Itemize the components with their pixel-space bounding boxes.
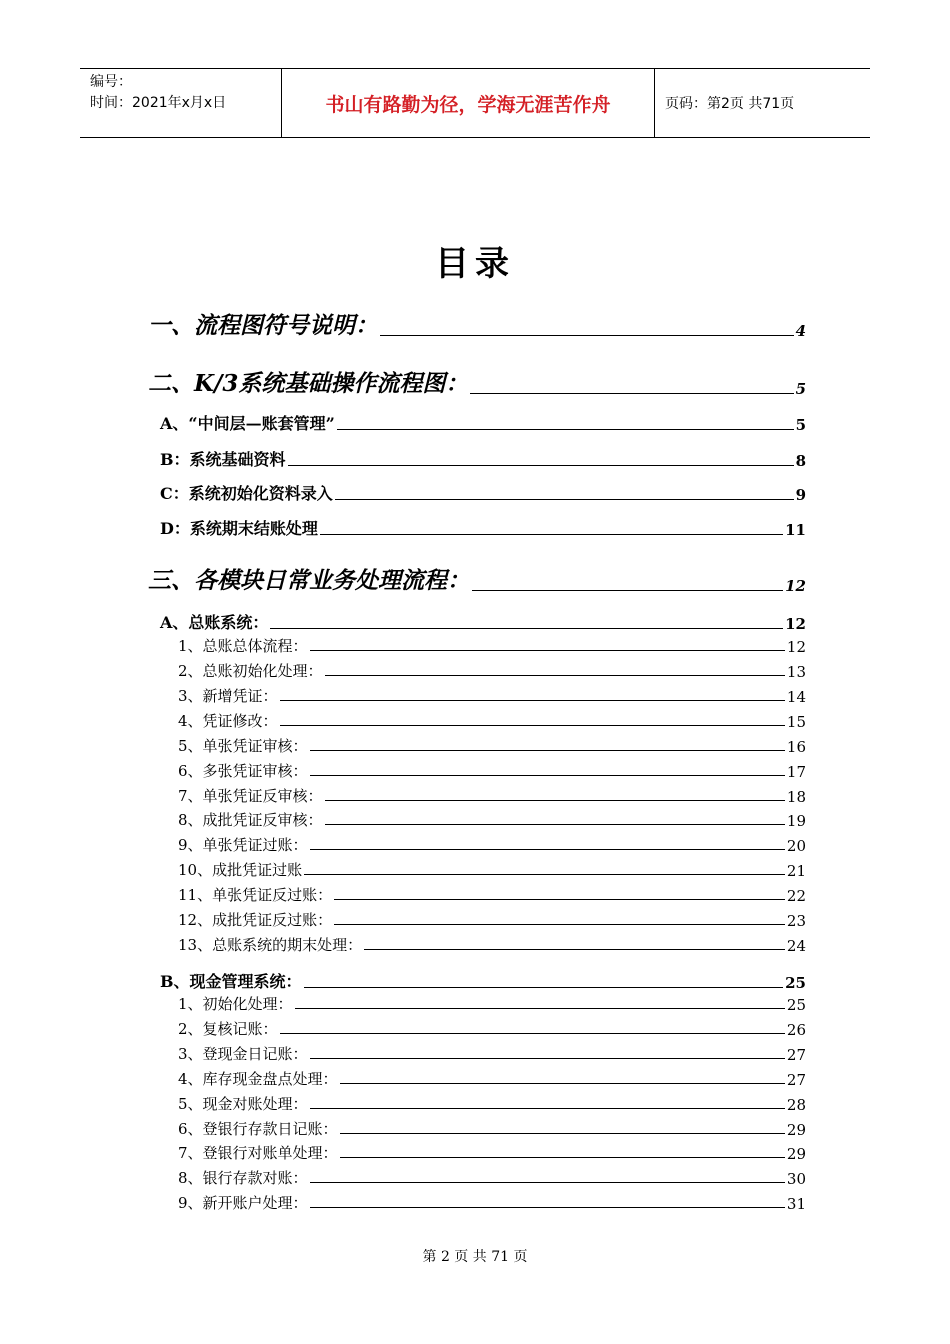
toc-entry[interactable] xyxy=(178,1068,806,1089)
toc-entry-page: 16 xyxy=(786,738,806,756)
toc-leader-line xyxy=(280,1033,785,1034)
toc-entry-page: 18 xyxy=(786,788,806,806)
toc-entry-label: 7、单张凭证反审核： xyxy=(178,787,323,805)
toc-entry-page: 17 xyxy=(786,763,806,781)
toc-entry-label: 2、总账初始化处理： xyxy=(178,662,323,680)
header-meta xyxy=(80,69,282,137)
toc-entry-page: 26 xyxy=(786,1021,806,1039)
toc-leader-line xyxy=(334,924,785,925)
toc-entry[interactable] xyxy=(178,934,806,955)
toc-entry-page: 22 xyxy=(786,887,806,905)
toc-entry-page: 25 xyxy=(786,996,806,1014)
toc-leader-line xyxy=(325,675,785,676)
toc-entry-page: 28 xyxy=(786,1096,806,1114)
time-label: 时间：2021年x月x日 xyxy=(90,95,227,111)
toc-entry[interactable] xyxy=(160,610,806,633)
toc-entry-label: 6、多张凭证审核： xyxy=(178,762,308,780)
toc-leader-line xyxy=(472,590,783,591)
toc-entry-page: 12 xyxy=(785,577,806,595)
toc-entry-page: 25 xyxy=(785,974,806,992)
toc-entry[interactable] xyxy=(178,1043,806,1064)
header-page-info: 页码：第2页 共71页 xyxy=(665,96,795,112)
toc-leader-line xyxy=(310,650,785,651)
toc-entry-label: 6、登银行存款日记账： xyxy=(178,1120,338,1138)
toc-leader-line xyxy=(334,899,785,900)
toc-entry[interactable] xyxy=(178,785,806,806)
toc-entry-page: 29 xyxy=(786,1145,806,1163)
toc-entry[interactable] xyxy=(178,993,806,1014)
toc-entry[interactable] xyxy=(178,1018,806,1039)
toc-entry-label: 一、流程图符号说明： xyxy=(148,312,378,339)
toc-entry[interactable] xyxy=(160,969,806,992)
toc-leader-line xyxy=(340,1133,785,1134)
toc-entry-page: 8 xyxy=(795,452,806,470)
page-title: 目录 xyxy=(435,244,515,284)
toc-entry-page: 13 xyxy=(786,663,806,681)
toc-entry-label: 1、初始化处理： xyxy=(178,995,293,1013)
toc-entry-label: 三、各模块日常业务处理流程： xyxy=(148,567,470,594)
toc-leader-line xyxy=(310,1058,785,1059)
toc-entry-label: A、“中间层—账套管理” xyxy=(160,414,335,433)
toc-entry[interactable] xyxy=(178,735,806,756)
toc-entry-label: C：系统初始化资料录入 xyxy=(160,484,333,503)
toc-entry-label: 二、K/3系统基础操作流程图： xyxy=(148,370,469,397)
toc-entry[interactable] xyxy=(160,516,806,539)
toc-leader-line xyxy=(304,987,784,988)
toc-leader-line xyxy=(295,1008,785,1009)
toc-entry-page: 14 xyxy=(786,688,806,706)
toc-entry-label: 11、单张凭证反过账： xyxy=(178,886,333,904)
toc-entry-page: 12 xyxy=(785,615,806,633)
toc-entry[interactable] xyxy=(160,481,806,504)
page-footer: 第 2 页 共 71 页 xyxy=(422,1249,528,1265)
toc-entry-label: 5、现金对账处理： xyxy=(178,1095,308,1113)
toc-entry-page: 5 xyxy=(795,416,806,434)
toc-entry-label: A、总账系统： xyxy=(160,613,269,632)
toc-entry-page: 21 xyxy=(786,862,806,880)
toc-entry-label: 7、登银行对账单处理： xyxy=(178,1144,338,1162)
toc-entry-page: 12 xyxy=(786,638,806,656)
toc-entry[interactable] xyxy=(178,884,806,905)
toc-leader-line xyxy=(325,800,785,801)
toc-leader-line xyxy=(280,725,785,726)
toc-entry[interactable] xyxy=(178,909,806,930)
toc-entry[interactable] xyxy=(178,834,806,855)
toc-entry-page: 19 xyxy=(786,812,806,830)
toc-leader-line xyxy=(304,874,785,875)
toc-entry[interactable] xyxy=(178,635,806,656)
toc-entry-label: B：系统基础资料 xyxy=(160,450,286,469)
toc-leader-line xyxy=(364,949,785,950)
toc-entry-label: 9、新开账户处理： xyxy=(178,1194,308,1212)
toc-entry-page: 27 xyxy=(786,1046,806,1064)
toc-entry-page: 30 xyxy=(786,1170,806,1188)
number-label: 编号： xyxy=(90,74,132,90)
toc-leader-line xyxy=(310,849,785,850)
toc-entry[interactable] xyxy=(148,307,806,340)
toc-entry-page: 4 xyxy=(795,322,806,340)
toc-leader-line xyxy=(280,700,785,701)
toc-leader-line xyxy=(288,465,794,466)
toc-entry-label: B、现金管理系统： xyxy=(160,972,302,991)
toc-entry[interactable] xyxy=(178,859,806,880)
toc-entry-page: 31 xyxy=(786,1195,806,1213)
toc-entry[interactable] xyxy=(178,685,806,706)
toc-leader-line xyxy=(310,775,785,776)
toc-entry[interactable] xyxy=(178,1118,806,1139)
toc-entry[interactable] xyxy=(178,809,806,830)
toc-entry[interactable] xyxy=(178,660,806,681)
toc-leader-line xyxy=(310,750,785,751)
toc-entry-label: 2、复核记账： xyxy=(178,1020,278,1038)
toc-entry[interactable] xyxy=(178,1192,806,1213)
toc-leader-line xyxy=(340,1157,785,1158)
toc-entry-page: 11 xyxy=(785,521,806,539)
toc-entry[interactable] xyxy=(160,411,806,434)
toc-entry-label: 9、单张凭证过账： xyxy=(178,836,308,854)
toc-entry-page: 27 xyxy=(786,1071,806,1089)
toc-entry-label: 13、总账系统的期末处理： xyxy=(178,936,363,954)
toc-entry-label: 1、总账总体流程： xyxy=(178,637,308,655)
toc-entry-label: 3、新增凭证： xyxy=(178,687,278,705)
toc-entry-page: 24 xyxy=(786,937,806,955)
toc-entry-label: 8、银行存款对账： xyxy=(178,1169,308,1187)
toc-leader-line xyxy=(337,429,794,430)
toc-entry-page: 29 xyxy=(786,1121,806,1139)
toc-entry-page: 9 xyxy=(795,486,806,504)
toc-leader-line xyxy=(470,393,793,394)
toc-entry[interactable] xyxy=(178,1167,806,1188)
toc-entry[interactable] xyxy=(178,1142,806,1163)
toc-leader-line xyxy=(310,1182,785,1183)
toc-leader-line xyxy=(380,335,794,336)
toc-entry-page: 15 xyxy=(786,713,806,731)
toc-leader-line xyxy=(270,628,783,629)
toc-entry-label: 5、单张凭证审核： xyxy=(178,737,308,755)
toc-entry[interactable] xyxy=(148,365,806,398)
toc-entry-label: 3、登现金日记账： xyxy=(178,1045,308,1063)
toc-leader-line xyxy=(320,534,783,535)
toc-entry-label: D：系统期末结账处理 xyxy=(160,519,318,538)
toc-entry[interactable] xyxy=(178,760,806,781)
toc-entry-page: 5 xyxy=(795,380,806,398)
header-motto: 书山有路勤为径，学海无涯苦作舟 xyxy=(282,69,655,137)
toc-entry[interactable] xyxy=(178,710,806,731)
toc-leader-line xyxy=(335,499,794,500)
toc-entry[interactable] xyxy=(178,1093,806,1114)
toc-entry-page: 20 xyxy=(786,837,806,855)
toc-leader-line xyxy=(325,824,785,825)
toc-entry-page: 23 xyxy=(786,912,806,930)
toc-entry-label: 10、成批凭证过账 xyxy=(178,861,303,879)
toc-entry[interactable] xyxy=(148,562,806,595)
toc-entry[interactable] xyxy=(160,447,806,470)
toc-entry-label: 12、成批凭证反过账： xyxy=(178,911,333,929)
toc-leader-line xyxy=(310,1108,785,1109)
page-header xyxy=(80,68,870,138)
toc-leader-line xyxy=(310,1207,785,1208)
toc-leader-line xyxy=(340,1083,785,1084)
toc-entry-label: 4、库存现金盘点处理： xyxy=(178,1070,338,1088)
toc-entry-label: 4、凭证修改： xyxy=(178,712,278,730)
toc-entry-label: 8、成批凭证反审核： xyxy=(178,811,323,829)
